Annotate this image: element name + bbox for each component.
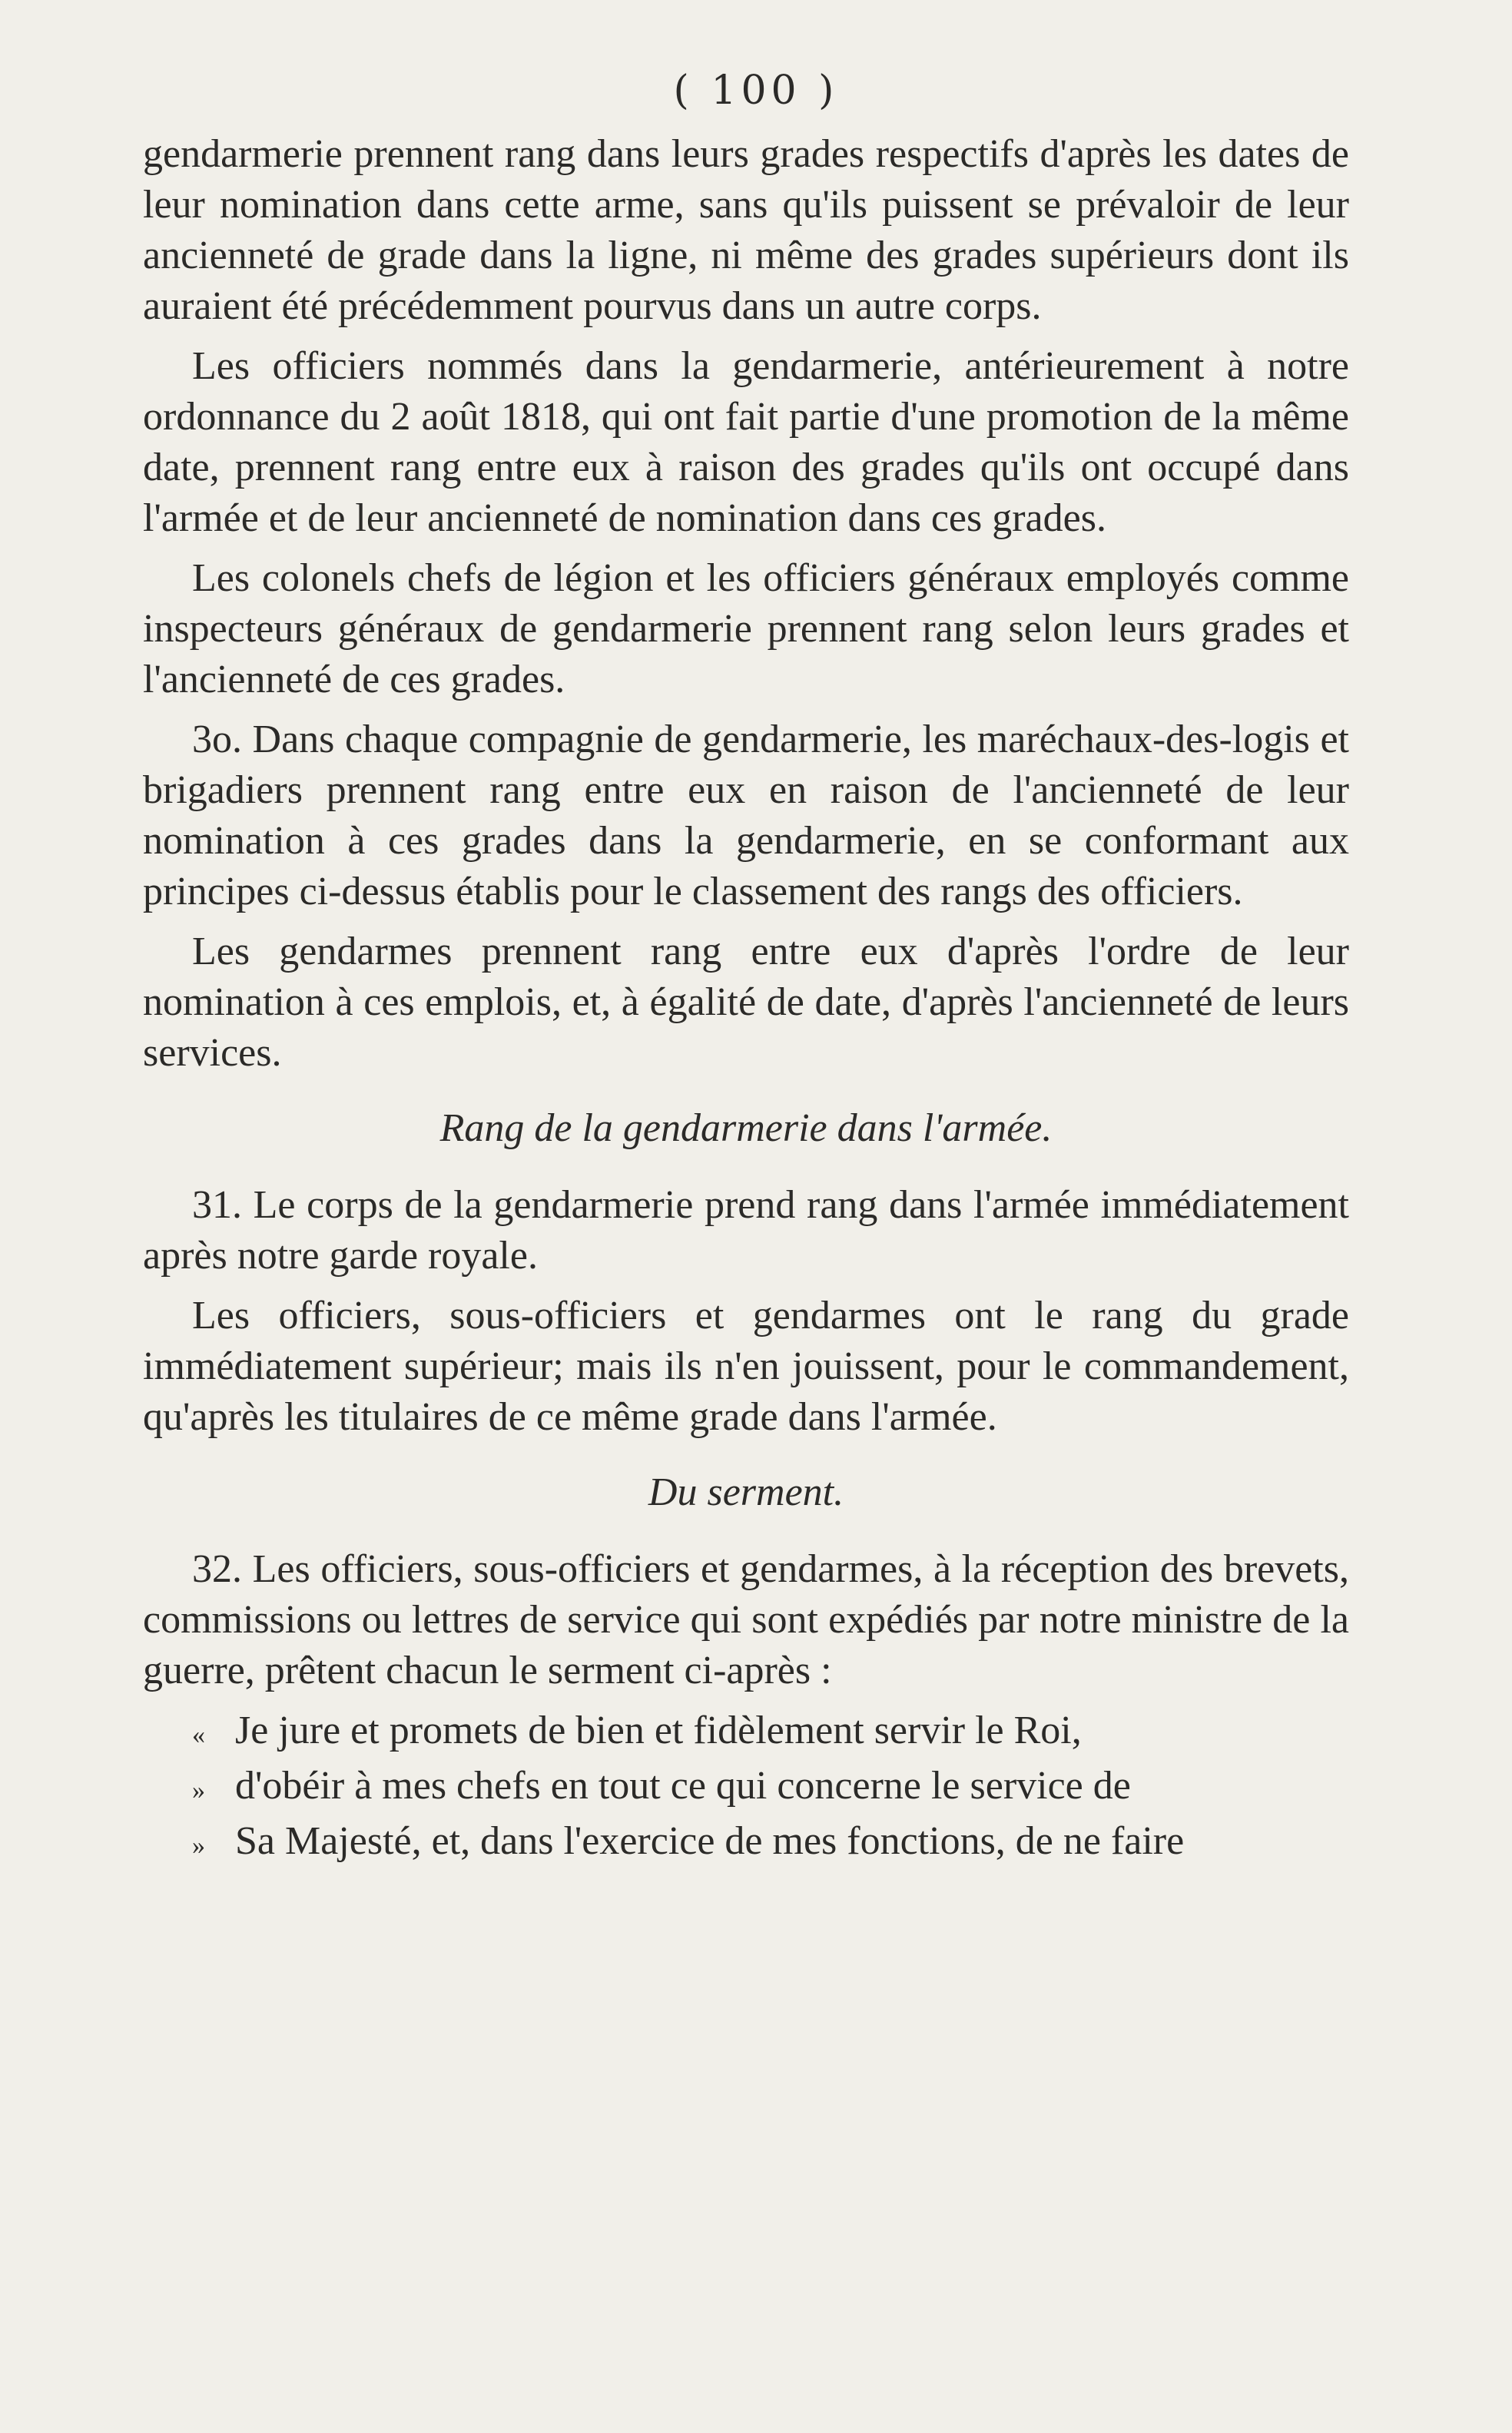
page-number: ( 100 ): [673, 68, 839, 114]
paragraph-5: Les gendarmes prennent rang entre eux d'après l'ordre de leur nomination à ces emplois, et, à égalité de date, d'après l'ancienneté de leurs services.: [143, 930, 1349, 1075]
quote-mark: »: [192, 1831, 205, 1860]
quote-text: Je jure et promets de bien et fidèlement servir le Roi,: [235, 1709, 1082, 1752]
quote-mark: »: [192, 1776, 205, 1805]
quote-mark: «: [192, 1721, 205, 1749]
quote-line-1: [143, 1705, 1349, 1761]
paragraph-8: 32. Les officiers, sous-officiers et gendarmes, à la réception des brevets, commissions ou lettres de service qui sont expédiés par notre ministre de la guerre, prêtent chacun le serment ci-après :: [143, 1547, 1349, 1692]
paragraph-7: Les officiers, sous-officiers et gendarmes ont le rang du grade immédiatement supérieur; mais ils n'en jouissent, pour le commandement, qu'après les titulaires de ce même grade dans l'armée.: [143, 1294, 1349, 1439]
paragraph-6: 31. Le corps de la gendarmerie prend rang dans l'armée immédiatement après notre garde royale.: [143, 1183, 1349, 1278]
paragraph-4: 3o. Dans chaque compagnie de gendarmerie, les maréchaux-des-logis et brigadiers prennent rang entre eux en raison de l'ancienneté de leur nomination à ces grades dans la gendarmerie, en se conformant aux principes ci-dessus établis pour le classement des rangs des officiers.: [143, 718, 1349, 913]
paragraph-3: Les colonels chefs de légion et les officiers généraux employés comme inspecteurs généraux de gendarmerie prennent rang selon leurs grades et l'ancienneté de ces grades.: [143, 556, 1349, 701]
oath-quote: [143, 1705, 1349, 1871]
quote-line-3: [143, 1816, 1349, 1871]
section-heading-rang: Rang de la gendarmerie dans l'armée.: [439, 1106, 1053, 1150]
quote-text: Sa Majesté, et, dans l'exercice de mes fonctions, de ne faire: [235, 1819, 1185, 1863]
paragraph-1: gendarmerie prennent rang dans leurs grades respectifs d'après les dates de leur nomination dans cette arme, sans qu'ils puissent se prévaloir de leur ancienneté de grade dans la ligne, ni même des grades supérieurs dont ils auraient été précédemment pourvus dans un autre corps.: [143, 132, 1349, 328]
section-heading-serment: Du serment.: [648, 1470, 844, 1514]
paragraph-2: Les officiers nommés dans la gendarmerie, antérieurement à notre ordonnance du 2 août 1818, qui ont fait partie d'une promotion de la même date, prennent rang entre eux à raison des grades qu'ils ont occupé dans l'armée et de leur ancienneté de nomination dans ces grades.: [143, 344, 1349, 540]
body-text: [143, 129, 1349, 1871]
quote-line-2: [143, 1761, 1349, 1816]
quote-text: d'obéir à mes chefs en tout ce qui concerne le service de: [235, 1764, 1131, 1808]
